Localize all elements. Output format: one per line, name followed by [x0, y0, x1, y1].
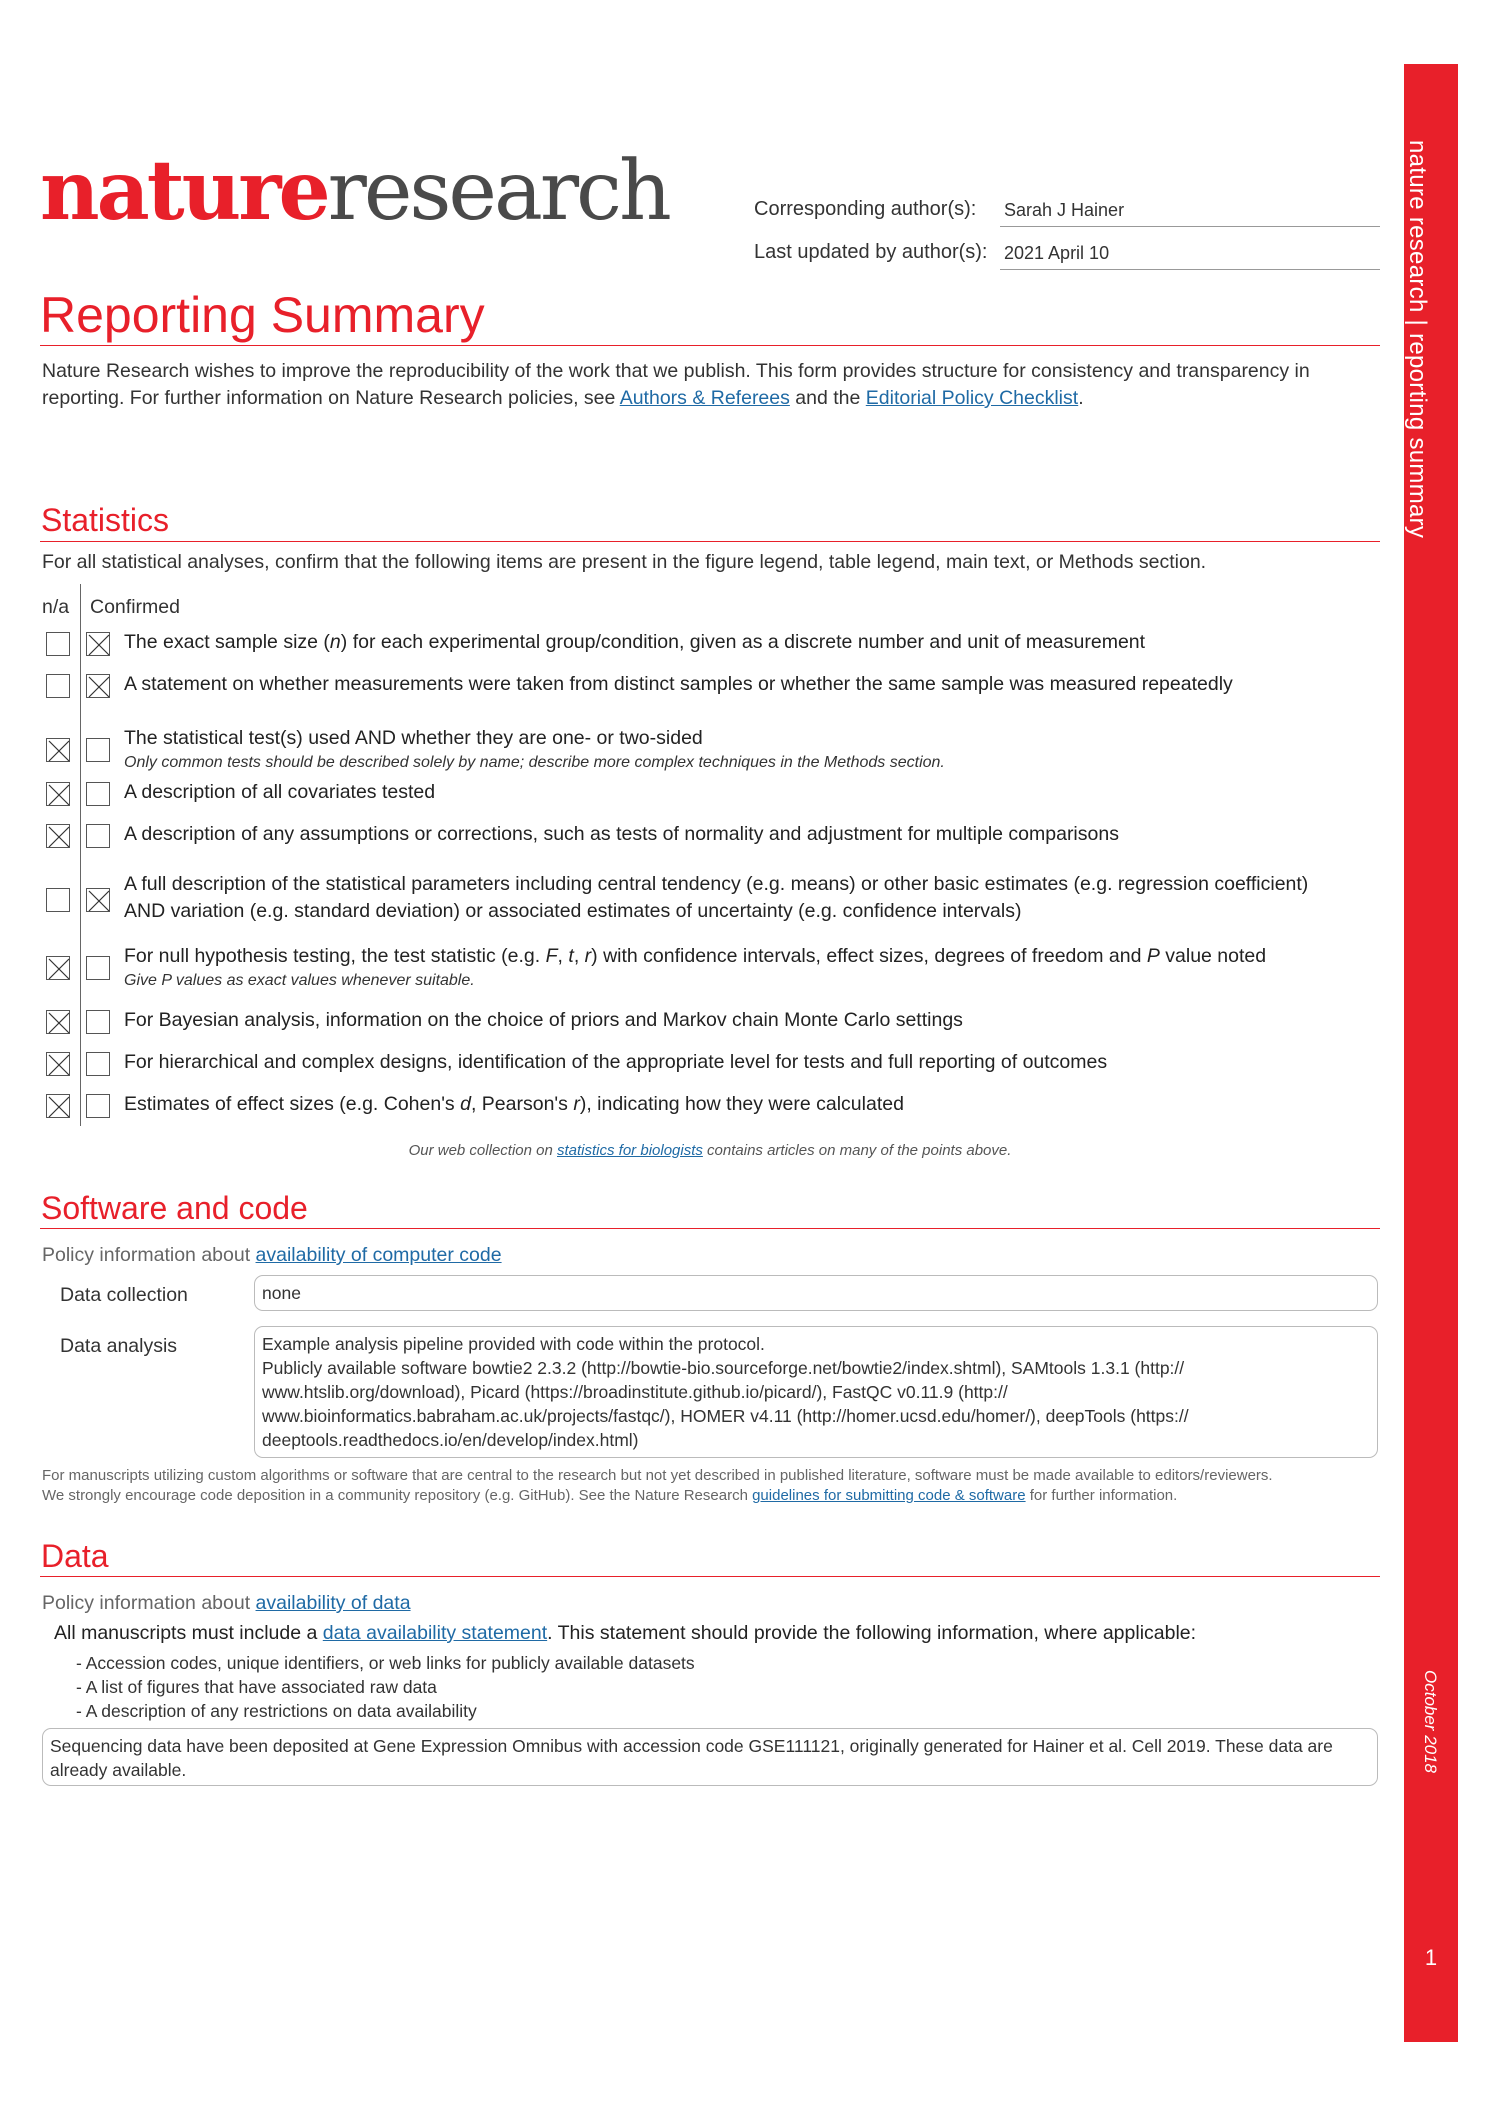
authors-referees-link[interactable]: Authors & Referees: [619, 387, 790, 409]
checklist-item-text: For hierarchical and complex designs, identification of the appropriate level for tests and full reporting of outcomes: [124, 1051, 1108, 1073]
side-band-title: nature research | reporting summary: [1404, 140, 1431, 539]
confirmed-checkbox[interactable]: [86, 632, 110, 656]
checklist-item-text: A description of any assumptions or corrections, such as tests of normality and adjustment for multiple comparisons: [124, 823, 1119, 845]
na-checkbox[interactable]: [46, 738, 70, 762]
analysis-line-1: Example analysis pipeline provided with code within the protocol.: [262, 1334, 765, 1354]
nature-research-logo: [40, 143, 669, 239]
stats-web-note: [40, 1142, 1380, 1159]
page-title: Reporting Summary: [40, 287, 485, 343]
statistics-heading: Statistics: [41, 502, 170, 538]
checklist-item-text: For Bayesian analysis, information on the choice of priors and Markov chain Monte Carlo settings: [124, 1009, 963, 1031]
software-rule: [40, 1228, 1380, 1229]
checklist-item-text: For null hypothesis testing, the test statistic (e.g. F, t, r) with confidence intervals, effect sizes, degrees of freedom and P value noted Give P values as exact values whenever suitable.: [124, 943, 1384, 992]
logo-research: research: [327, 144, 669, 239]
software-policy: [42, 1244, 502, 1267]
data-heading: Data: [41, 1538, 109, 1574]
footnote-text: We strongly encourage code deposition in a community repository (e.g. GitHub). See the Nature Research: [42, 1487, 753, 1504]
analysis-line-3: www.htslib.org/download), Picard (https://broadinstitute.github.io/picard/), FastQC v0.11.9 (http://: [262, 1382, 1008, 1402]
data-statement-line: [54, 1622, 1196, 1645]
data-rule: [40, 1576, 1380, 1577]
statistics-rule: [40, 541, 1380, 542]
footnote-text-end: for further information.: [1025, 1487, 1178, 1504]
analysis-line-4: www.bioinformatics.babraham.ac.uk/projects/fastqc/), HOMER v4.11 (http://homer.ucsd.edu/homer/), deepTools (https://: [262, 1406, 1189, 1426]
confirmed-checkbox[interactable]: [86, 956, 110, 980]
data-bullets: [76, 1651, 695, 1723]
checklist-item-note: Give P values as exact values whenever suitable.: [124, 972, 475, 989]
na-checkbox[interactable]: [46, 888, 70, 912]
na-checkbox[interactable]: [46, 956, 70, 980]
col-na-header: n/a: [42, 596, 70, 618]
side-band-date: October 2018: [1421, 1670, 1440, 1774]
na-checkbox[interactable]: [46, 824, 70, 848]
analysis-line-2: Publicly available software bowtie2 2.3.2 (http://bowtie-bio.sourceforge.net/bowtie2/index.shtml), SAMtools 1.3.1 (http://: [262, 1358, 1185, 1378]
confirmed-checkbox[interactable]: [86, 1010, 110, 1034]
web-note-text: Our web collection on: [408, 1142, 557, 1159]
data-collection-box[interactable]: none: [254, 1275, 1378, 1311]
checklist-item-text: A description of all covariates tested: [124, 781, 436, 803]
corresponding-author-field[interactable]: Sarah J Hainer: [1000, 200, 1380, 227]
analysis-line-5: deeptools.readthedocs.io/en/develop/index.html): [262, 1430, 639, 1450]
na-checkbox[interactable]: [46, 1010, 70, 1034]
data-analysis-label: Data analysis: [60, 1335, 178, 1357]
code-guidelines-link[interactable]: guidelines for submitting code & software: [752, 1487, 1026, 1504]
data-statement-text-end: . This statement should provide the following information, where applicable:: [547, 1622, 1197, 1644]
col-confirmed-header: Confirmed: [90, 596, 180, 618]
confirmed-checkbox[interactable]: [86, 888, 110, 912]
checklist-divider: [80, 584, 81, 1126]
confirmed-checkbox[interactable]: [86, 674, 110, 698]
statistics-biologists-link[interactable]: statistics for biologists: [557, 1142, 703, 1159]
intro-text-middle: and the: [789, 387, 866, 409]
checklist-item-text: A statement on whether measurements were taken from distinct samples or whether the same sample was measured repeatedly: [124, 673, 1233, 695]
data-bullet-3: - A description of any restrictions on data availability: [76, 1701, 477, 1721]
na-checkbox[interactable]: [46, 1052, 70, 1076]
data-availability-box[interactable]: Sequencing data have been deposited at Gene Expression Omnibus with accession code GSE111121, originally generated for Hainer et al. Cell 2019. These data are already available.: [42, 1728, 1378, 1786]
editorial-policy-link[interactable]: Editorial Policy Checklist: [865, 387, 1079, 409]
page-number: 1: [1424, 1945, 1438, 1970]
confirmed-checkbox[interactable]: [86, 782, 110, 806]
confirmed-checkbox[interactable]: [86, 738, 110, 762]
confirmed-checkbox[interactable]: [86, 824, 110, 848]
na-checkbox[interactable]: [46, 674, 70, 698]
checklist-item-text: The exact sample size (n) for each experimental group/condition, given as a discrete number and unit of measurement: [124, 631, 1146, 653]
confirmed-checkbox[interactable]: [86, 1094, 110, 1118]
checklist-item-text: The statistical test(s) used AND whether they are one- or two-sided Only common tests should be described solely by name; describe more complex techniques in the Methods section.: [124, 725, 1384, 774]
intro-text: Nature Research wishes to improve the reproducibility of the work that we publish. This form provides structure for consistency and transparency in reporting. For further information on Nature Research policies, see: [42, 360, 1310, 409]
availability-of-data-link[interactable]: availability of data: [255, 1592, 411, 1614]
title-rule: [40, 345, 1380, 346]
data-bullet-1: - Accession codes, unique identifiers, or web links for publicly available datasets: [76, 1653, 695, 1673]
intro-paragraph: [42, 358, 1372, 412]
intro-text-end: .: [1078, 387, 1084, 409]
software-footnote: [42, 1466, 1392, 1506]
software-heading: Software and code: [41, 1190, 308, 1226]
data-analysis-box[interactable]: [254, 1326, 1378, 1458]
statistics-lead: For all statistical analyses, confirm that the following items are present in the figure legend, table legend, main text, or Methods section.: [42, 551, 1207, 573]
data-collection-label: Data collection: [60, 1284, 188, 1306]
checklist-item-text: Estimates of effect sizes (e.g. Cohen's d, Pearson's r), indicating how they were calculated: [124, 1093, 904, 1115]
software-footnote-line1: For manuscripts utilizing custom algorithms or software that are central to the research but not yet described in published literature, software must be made available to editors/reviewers.: [42, 1467, 1273, 1484]
software-footnote-line2: [42, 1486, 1392, 1506]
checklist-item-text: A full description of the statistical parameters including central tendency (e.g. means) or other basic estimates (e.g. regression coefficient) AND variation (e.g. standard deviation) or associated estimates of uncertainty (e.g. confidence intervals): [124, 873, 1309, 922]
logo-nature: nature: [40, 143, 328, 239]
data-bullet-2: - A list of figures that have associated raw data: [76, 1677, 437, 1697]
data-policy-text: Policy information about: [42, 1592, 256, 1614]
checklist-item-note: Only common tests should be described solely by name; describe more complex techniques in the Methods section.: [124, 754, 945, 771]
computer-code-link[interactable]: availability of computer code: [255, 1244, 502, 1266]
data-statement-text: All manuscripts must include a: [54, 1622, 323, 1644]
na-checkbox[interactable]: [46, 1094, 70, 1118]
corresponding-author-label: Corresponding author(s):: [754, 198, 977, 220]
data-availability-statement-link[interactable]: data availability statement: [322, 1622, 548, 1644]
last-updated-field[interactable]: 2021 April 10: [1000, 243, 1380, 270]
last-updated-label: Last updated by author(s):: [754, 241, 988, 263]
web-note-text-end: contains articles on many of the points above.: [702, 1142, 1012, 1159]
confirmed-checkbox[interactable]: [86, 1052, 110, 1076]
software-policy-text: Policy information about: [42, 1244, 256, 1266]
na-checkbox[interactable]: [46, 632, 70, 656]
na-checkbox[interactable]: [46, 782, 70, 806]
data-policy: [42, 1592, 411, 1615]
